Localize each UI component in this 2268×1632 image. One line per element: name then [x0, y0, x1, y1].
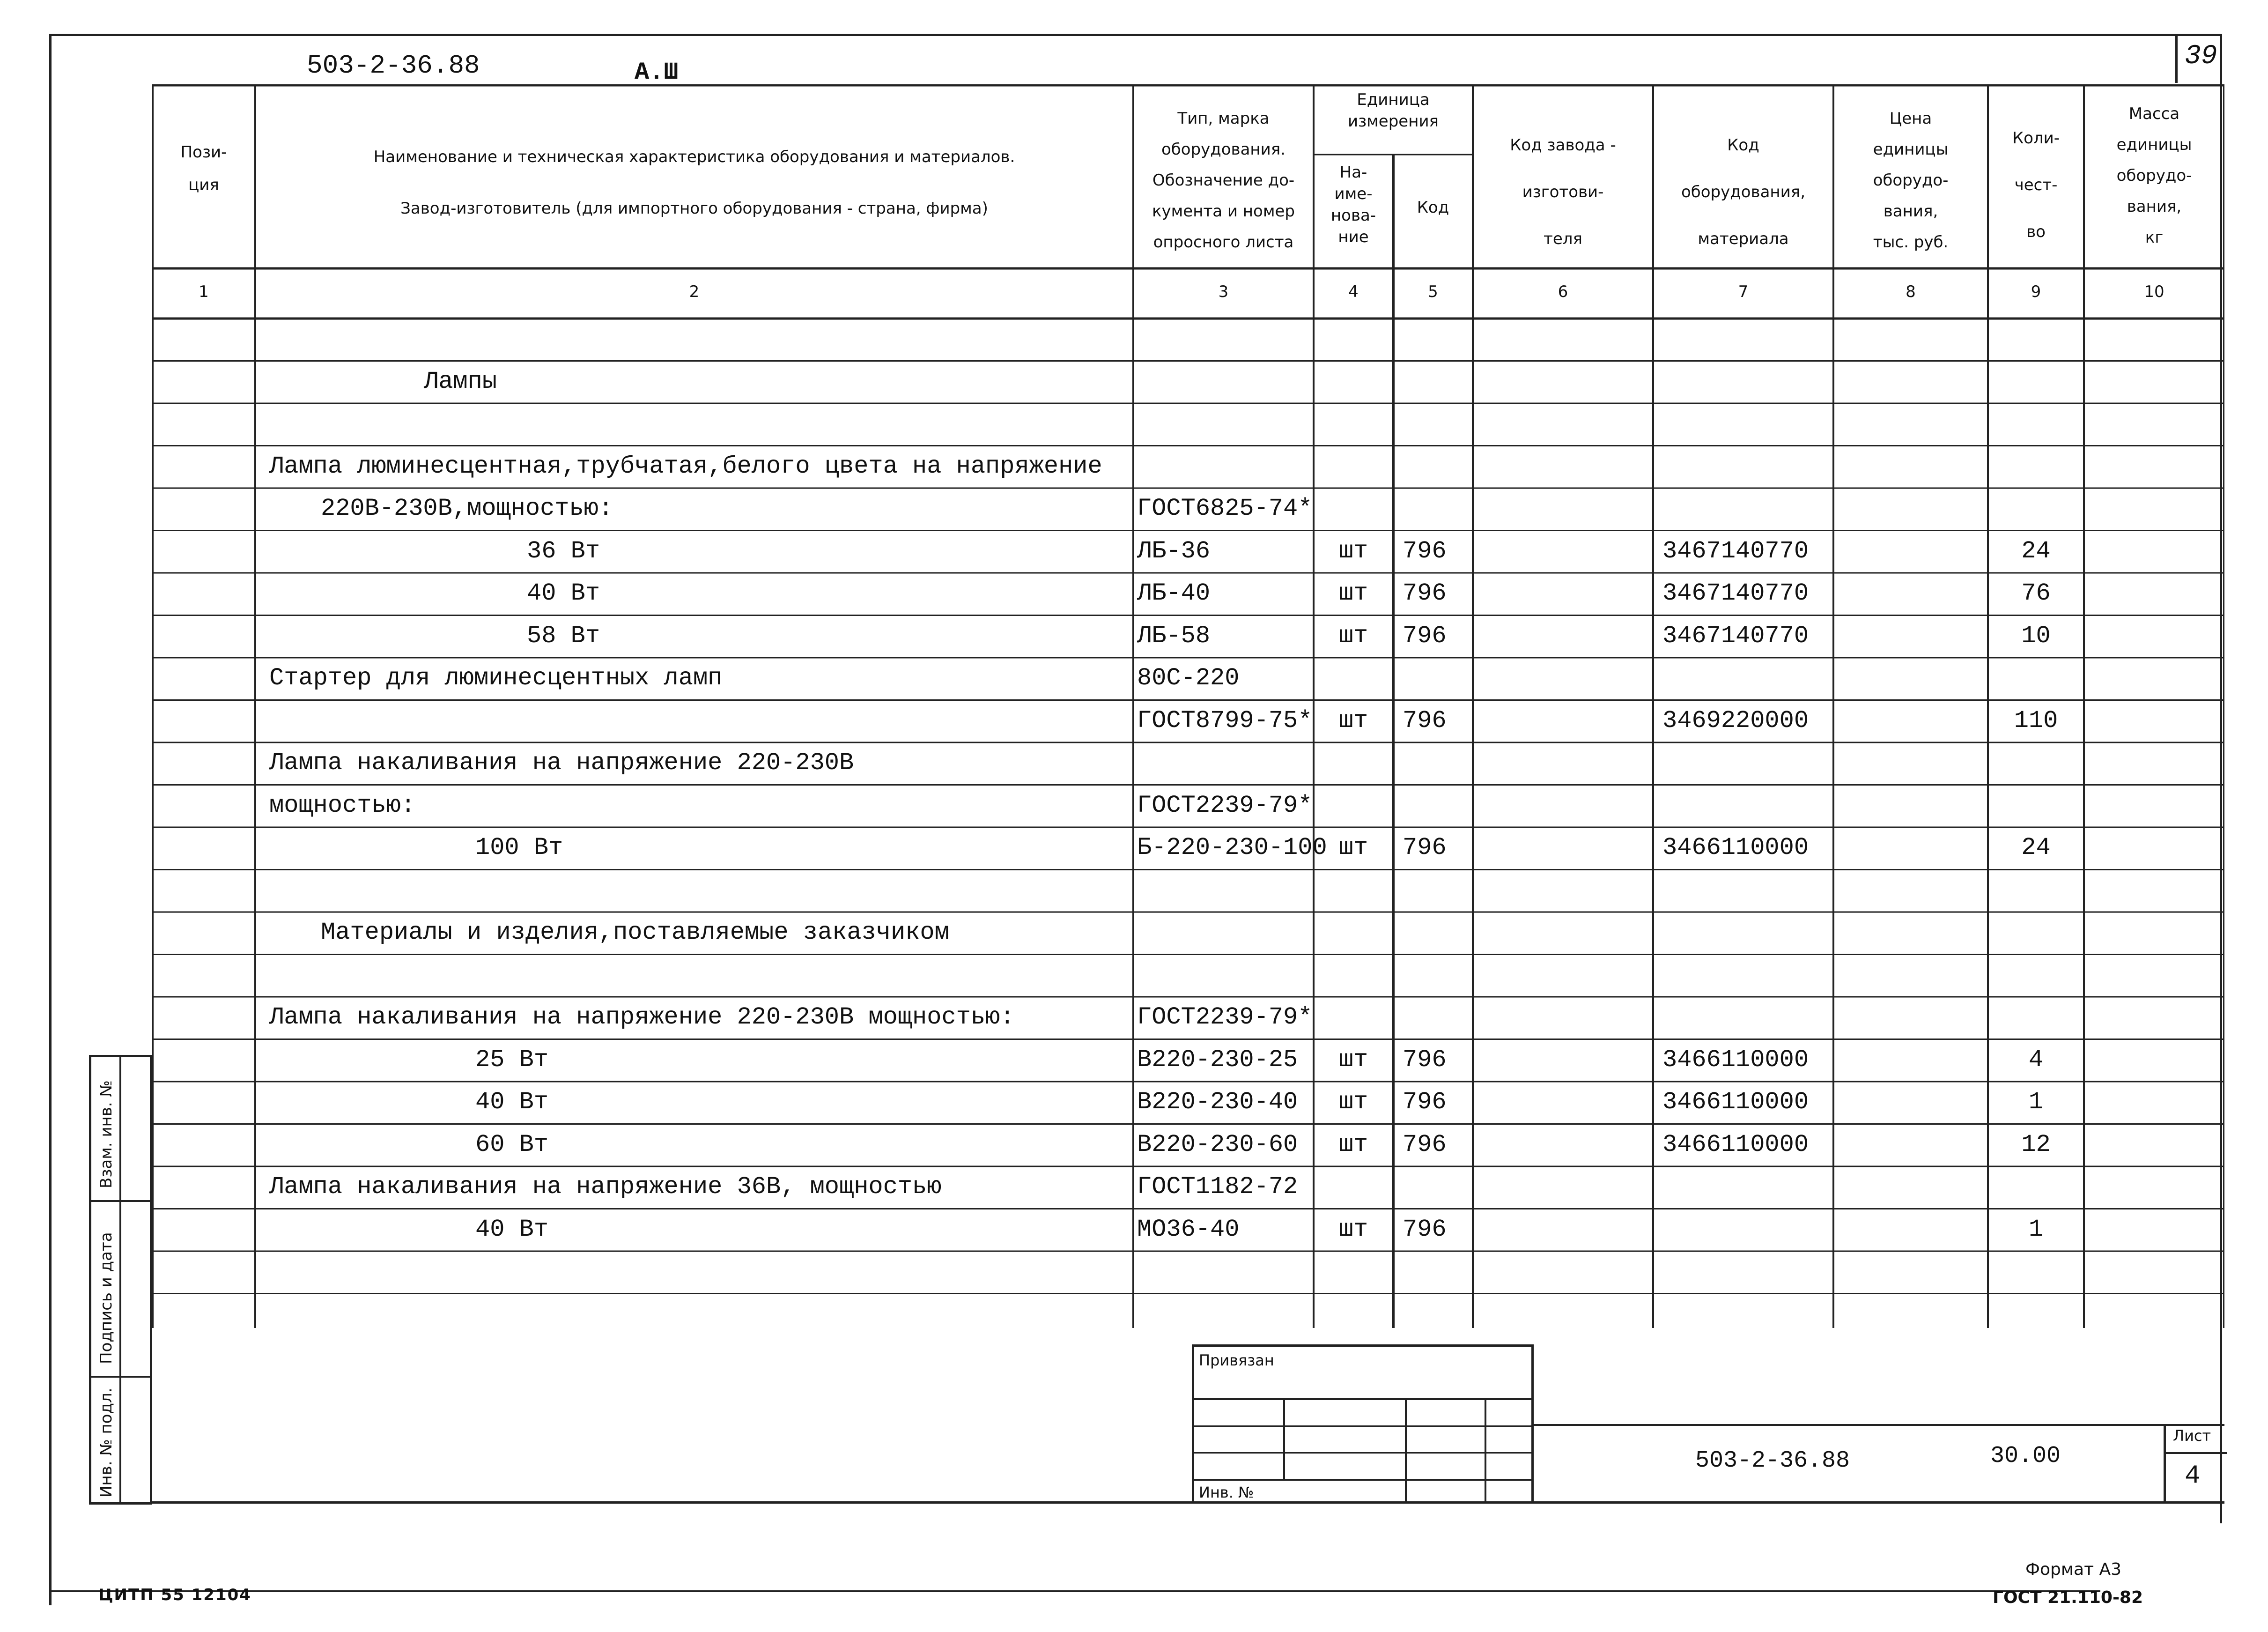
- row-name: 60 Вт: [475, 1130, 549, 1158]
- row-unit-code: 796: [1403, 1088, 1447, 1116]
- footer-format: Формат А3: [2025, 1560, 2122, 1579]
- sheet-box: [2164, 1424, 2227, 1504]
- attached-line-2: [1194, 1425, 1531, 1427]
- row-qty: 24: [2021, 537, 2051, 565]
- header-col-7: Код оборудования, материала: [1681, 136, 1806, 248]
- row-name: 40 Вт: [475, 1215, 549, 1243]
- header-col-1: Пози- ция: [180, 143, 227, 194]
- row-type: В220-230-40: [1137, 1088, 1298, 1116]
- row-name: 40 Вт: [527, 579, 600, 607]
- row-unit-code: 796: [1403, 706, 1447, 734]
- attached-line-1: [1194, 1398, 1531, 1400]
- row-type: ЛБ-58: [1137, 622, 1211, 650]
- attached-line-4: [1194, 1479, 1531, 1481]
- row-name: мощностью:: [269, 791, 416, 819]
- row-equip-code: 3467140770: [1662, 537, 1809, 565]
- row-unit: шт: [1338, 622, 1368, 650]
- page-number: 39: [2185, 41, 2217, 72]
- footer-gost: ГОСТ 21.110-82: [1993, 1588, 2143, 1607]
- row-unit: шт: [1338, 537, 1368, 565]
- column-number-6: 6: [1558, 282, 1568, 301]
- header-col-2: Наименование и техническая характеристика оборудования и материалов. Завод-изготовитель (для импортного оборудования - страна, фирма): [373, 148, 1015, 218]
- row-qty: 1: [2028, 1088, 2044, 1116]
- row-unit: шт: [1338, 1088, 1368, 1116]
- row-name: Материалы и изделия,поставляемые заказчиком: [321, 919, 949, 946]
- title-block-main-line: [1531, 1424, 2224, 1426]
- row-type: В220-230-25: [1137, 1046, 1298, 1074]
- row-qty: 10: [2021, 622, 2051, 650]
- row-name: 25 Вт: [475, 1046, 549, 1074]
- row-type: ЛБ-40: [1137, 579, 1211, 607]
- column-number-9: 9: [2031, 282, 2041, 301]
- row-unit: шт: [1338, 1215, 1368, 1243]
- row-unit-code: 796: [1403, 834, 1447, 861]
- row-equip-code: 3469220000: [1662, 706, 1809, 734]
- attached-line-3: [1194, 1452, 1531, 1454]
- spec-table: [152, 84, 2224, 1328]
- row-qty: 4: [2028, 1046, 2044, 1074]
- attached-label: Привязан: [1199, 1351, 1274, 1369]
- row-unit-code: 796: [1403, 1215, 1447, 1243]
- doc-code-header: 503-2-36.88: [307, 51, 480, 81]
- column-number-3: 3: [1218, 282, 1229, 301]
- page-frame-left-line: [49, 34, 52, 1605]
- row-qty: 12: [2021, 1130, 2051, 1158]
- row-type: МО36-40: [1137, 1215, 1240, 1243]
- side-stamp-inv-replace: Взам. инв. №: [97, 1080, 116, 1188]
- row-unit-code: 796: [1403, 579, 1447, 607]
- row-type: 80С-220: [1137, 664, 1240, 692]
- header-col-4: На- име- нова- ние: [1330, 163, 1376, 246]
- page-frame-top-line: [49, 34, 2222, 36]
- side-stamp-divider-v: [119, 1057, 121, 1502]
- row-unit: шт: [1338, 1046, 1368, 1074]
- side-stamp-divider-h1: [91, 1200, 150, 1202]
- title-block-doc-code: 503-2-36.88: [1695, 1447, 1850, 1474]
- row-qty: 110: [2014, 706, 2058, 734]
- row-qty: 24: [2021, 834, 2051, 861]
- attached-vline-3: [1485, 1398, 1486, 1504]
- column-number-7: 7: [1738, 282, 1749, 301]
- row-type: Б-220-230-100: [1137, 834, 1327, 861]
- inv-label: Инв. №: [1199, 1484, 1254, 1501]
- row-type: ГОСТ1182-72: [1137, 1173, 1298, 1201]
- row-equip-code: 3467140770: [1662, 579, 1809, 607]
- row-type: В220-230-60: [1137, 1130, 1298, 1158]
- sheet-box-divider: [2166, 1452, 2227, 1454]
- row-equip-code: 3467140770: [1662, 622, 1809, 650]
- row-equip-code: 3466110000: [1662, 834, 1809, 861]
- row-unit-code: 796: [1403, 1046, 1447, 1074]
- row-name: 220В-230В,мощностью:: [321, 495, 613, 522]
- side-stamp-divider-h2: [91, 1376, 150, 1378]
- title-block-bottom-line: [152, 1501, 2224, 1504]
- row-unit: шт: [1338, 834, 1368, 861]
- header-col-8: Цена единицы оборудо- вания, тыс. руб.: [1873, 109, 1949, 252]
- row-unit: шт: [1338, 579, 1368, 607]
- row-qty: 1: [2028, 1215, 2044, 1243]
- row-unit-code: 796: [1403, 1130, 1447, 1158]
- row-equip-code: 3466110000: [1662, 1046, 1809, 1074]
- row-name: Лампа накаливания на напряжение 220-230В: [269, 749, 854, 777]
- row-name: 40 Вт: [475, 1088, 549, 1116]
- column-number-8: 8: [1906, 282, 1916, 301]
- album-label: А.Ш: [635, 59, 679, 86]
- row-name: Лампа накаливания на напряжение 220-230В мощностью:: [269, 1003, 1015, 1031]
- column-number-1: 1: [199, 282, 209, 301]
- header-col-3: Тип, марка оборудования. Обозначение до- кумента и номер опросного листа: [1152, 109, 1295, 252]
- column-number-4: 4: [1348, 282, 1359, 301]
- header-col-6: Код завода - изготови- теля: [1510, 136, 1616, 248]
- row-name: Лампа накаливания на напряжение 36В, мощностью: [269, 1173, 942, 1201]
- row-unit-code: 796: [1403, 622, 1447, 650]
- footer-left-code: ЦИТП 55 12104: [98, 1586, 251, 1604]
- row-name: Лампа люминесцентная,трубчатая,белого цвета на напряжение: [269, 452, 1102, 480]
- title-block-attached: [1192, 1344, 1534, 1504]
- side-stamp: [89, 1055, 152, 1505]
- side-stamp-inv-original: Инв. № подл.: [97, 1387, 116, 1498]
- header-col-5: Код: [1417, 198, 1449, 217]
- side-stamp-sign-date: Подпись и дата: [97, 1232, 116, 1364]
- row-type: ЛБ-36: [1137, 537, 1211, 565]
- attached-vline-1: [1283, 1398, 1285, 1479]
- column-number-10: 10: [2144, 282, 2165, 301]
- row-equip-code: 3466110000: [1662, 1088, 1809, 1116]
- row-unit: шт: [1338, 1130, 1368, 1158]
- row-name: 36 Вт: [527, 537, 600, 565]
- row-unit-code: 796: [1403, 537, 1447, 565]
- row-name: Лампы: [424, 367, 497, 395]
- row-name: 58 Вт: [527, 622, 600, 650]
- row-qty: 76: [2021, 579, 2051, 607]
- header-unit-group: Единица измерения: [1347, 90, 1439, 131]
- row-type: ГОСТ6825-74*: [1137, 495, 1313, 522]
- row-equip-code: 3466110000: [1662, 1130, 1809, 1158]
- row-type: ГОСТ2239-79*: [1137, 791, 1313, 819]
- column-number-2: 2: [689, 282, 700, 301]
- sheet-number: 4: [2185, 1461, 2201, 1491]
- row-type: ГОСТ8799-75*: [1137, 706, 1313, 734]
- column-number-5: 5: [1428, 282, 1438, 301]
- row-type: ГОСТ2239-79*: [1137, 1003, 1313, 1031]
- row-name: 100 Вт: [475, 834, 563, 861]
- header-col-10: Масса единицы оборудо- вания, кг: [2116, 104, 2192, 247]
- title-block-section: 30.00: [1990, 1443, 2061, 1469]
- page-frame-bottom-line: [49, 1590, 2100, 1592]
- row-unit: шт: [1338, 706, 1368, 734]
- row-name: Стартер для люминесцентных ламп: [269, 664, 723, 692]
- sheet-label: Лист: [2173, 1427, 2211, 1445]
- attached-vline-2: [1405, 1398, 1407, 1504]
- header-col-9: Коли- чест- во: [2012, 129, 2060, 241]
